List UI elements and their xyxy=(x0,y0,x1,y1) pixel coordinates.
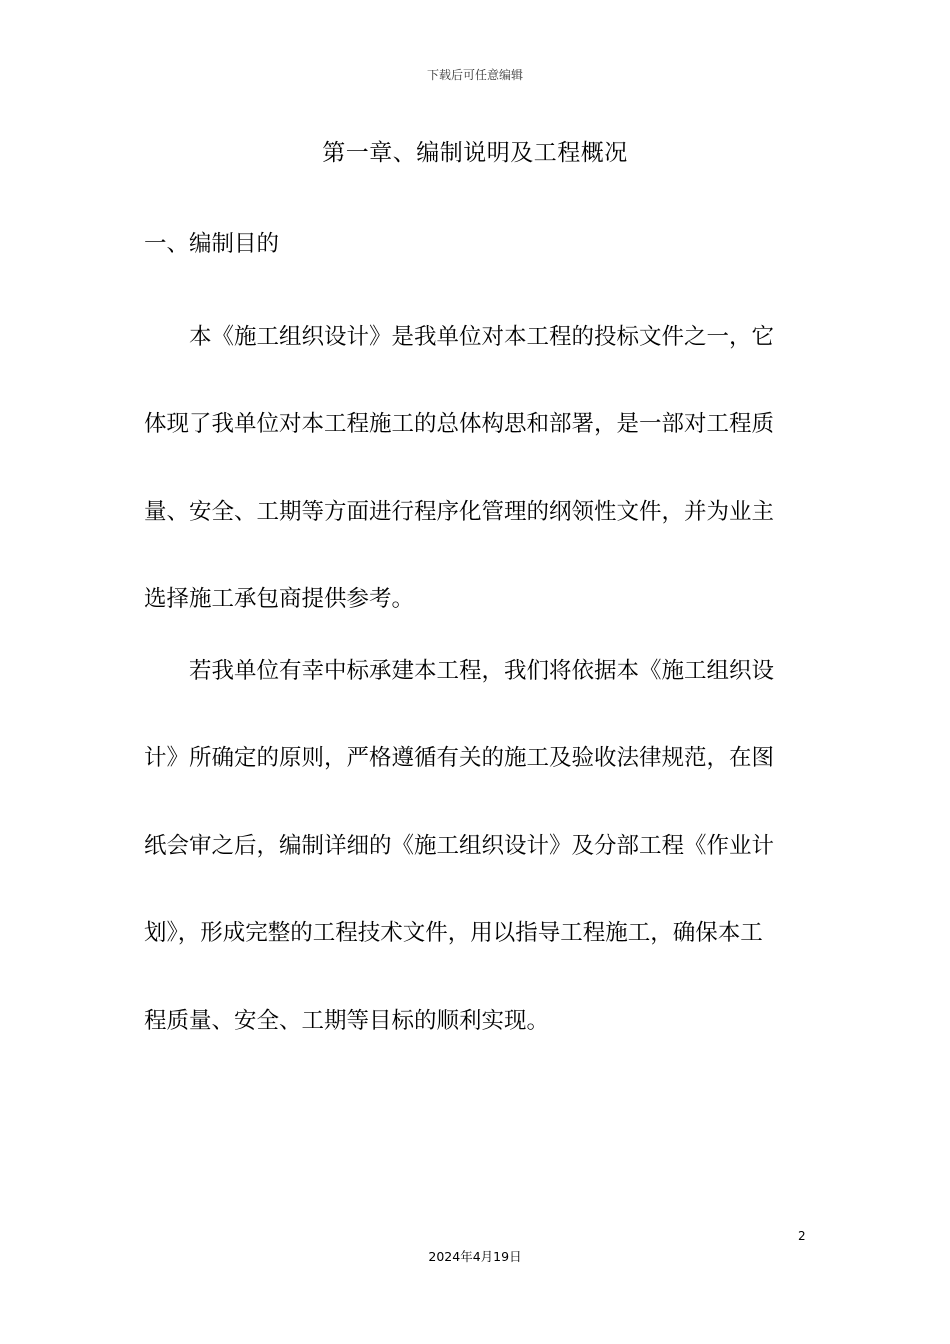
chapter-title: 第一章、编制说明及工程概况 xyxy=(322,140,628,166)
paragraph-line: 若我单位有幸中标承建本工程，我们将依据本《施工组织设 xyxy=(144,658,775,684)
paragraph-line: 本《施工组织设计》是我单位对本工程的投标文件之一，它 xyxy=(144,324,775,350)
paragraph-line: 选择施工承包商提供参考。 xyxy=(144,586,415,612)
page-number: 2 xyxy=(798,1229,806,1243)
paragraph-line: 划》，形成完整的工程技术文件，用以指导工程施工，确保本工 xyxy=(144,920,763,946)
footer-date: 2024年4月19日 xyxy=(428,1249,522,1264)
page-header-note: 下载后可任意编辑 xyxy=(426,68,523,82)
paragraph-line: 程质量、安全、工期等目标的顺利实现。 xyxy=(144,1008,550,1034)
section-heading: 一、编制目的 xyxy=(144,231,280,257)
paragraph-line: 量、安全、工期等方面进行程序化管理的纲领性文件，并为业主 xyxy=(144,499,775,525)
paragraph-line: 体现了我单位对本工程施工的总体构思和部署，是一部对工程质 xyxy=(144,411,775,437)
paragraph-line: 纸会审之后，编制详细的《施工组织设计》及分部工程《作业计 xyxy=(144,833,775,859)
paragraph-line: 计》所确定的原则，严格遵循有关的施工及验收法律规范，在图 xyxy=(144,745,775,771)
